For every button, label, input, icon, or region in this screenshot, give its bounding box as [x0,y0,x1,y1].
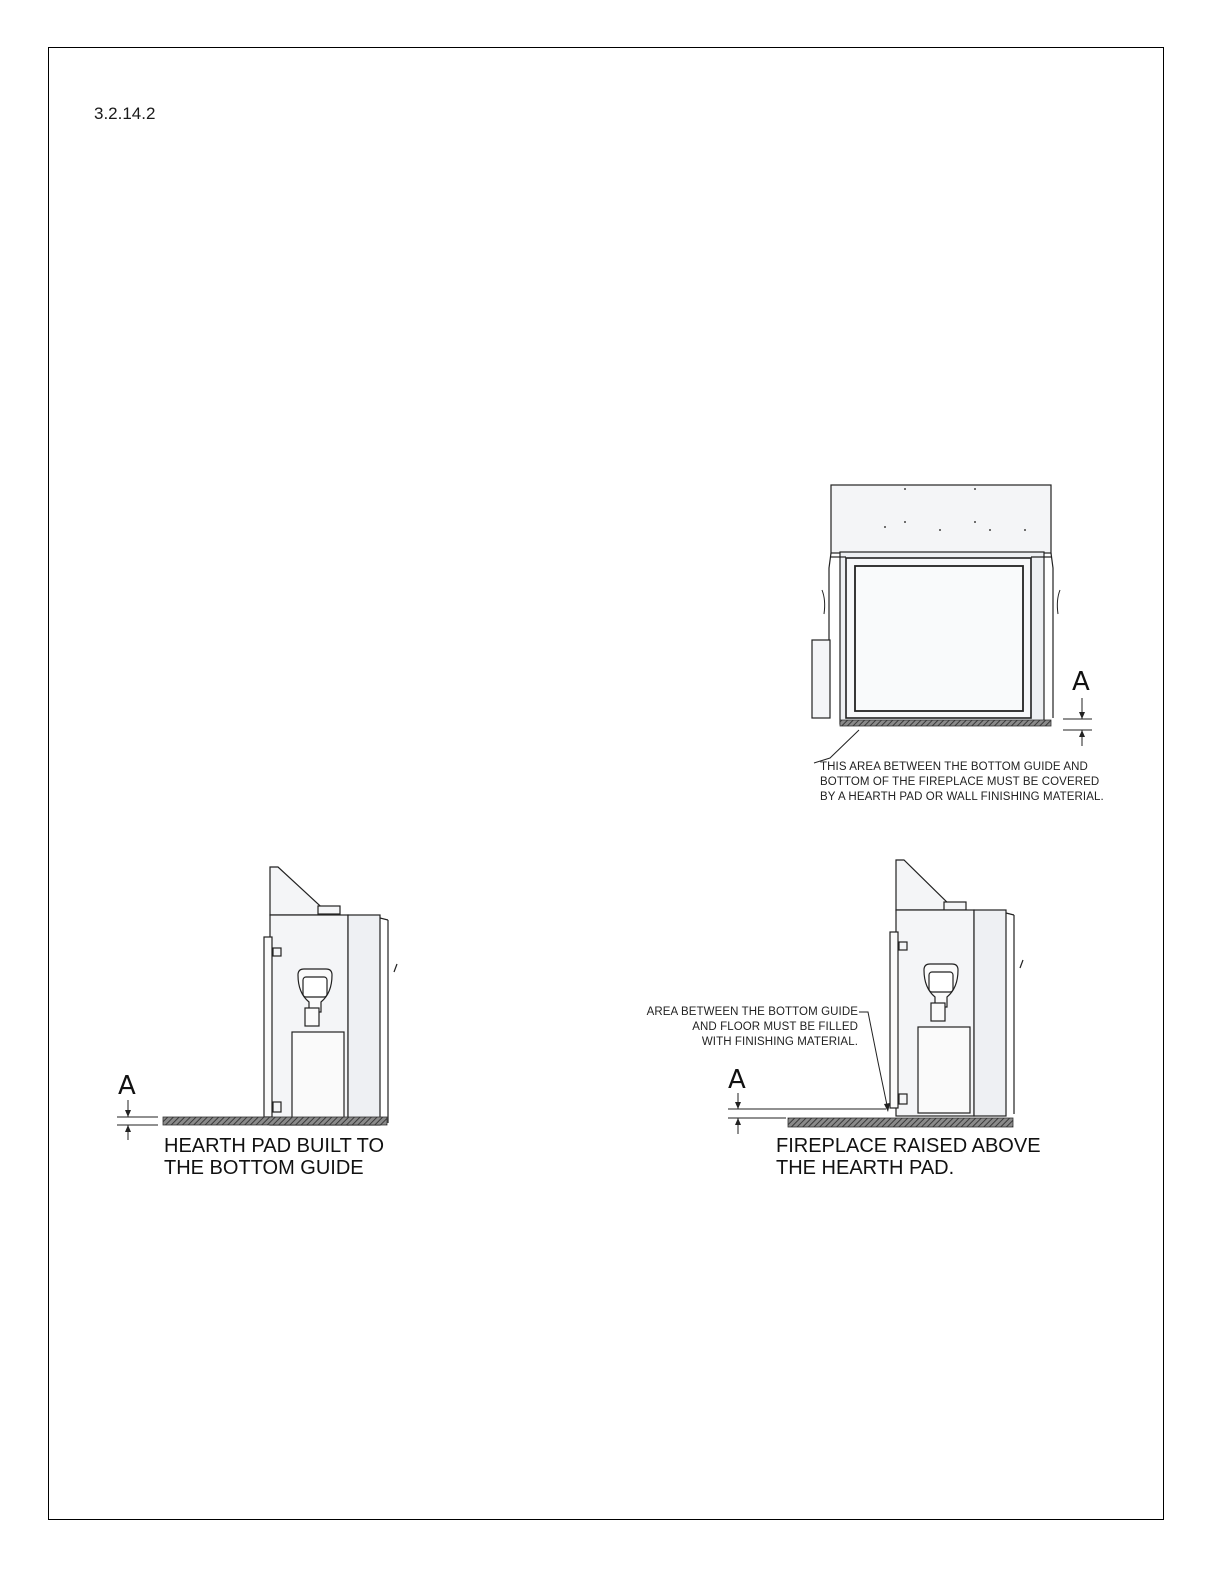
right-lower-panel [918,1027,970,1113]
left-front-panel [348,915,380,1125]
right-dimension-a [728,1093,886,1134]
left-dimension-a [117,1100,158,1140]
front-dimension-label: A [1072,667,1090,697]
right-back-plate [890,932,898,1108]
right-dimension-label: A [728,1065,746,1095]
front-side-box [812,640,830,718]
left-top-collar [318,906,340,914]
left-dimension-label: A [118,1071,136,1101]
left-back-plate [264,937,272,1117]
front-hearth-pad [840,720,1051,726]
left-side-view-fireplace [264,867,397,1125]
front-top-hood [831,485,1051,553]
right-leader-line [859,1012,890,1112]
note-line: THIS AREA BETWEEN THE BOTTOM GUIDE AND [820,761,1088,773]
caption-line: THE BOTTOM GUIDE [164,1157,364,1179]
right-side-view-fireplace [890,860,1023,1116]
caption-line: FIREPLACE RAISED ABOVE [776,1135,1041,1157]
note-line: BOTTOM OF THE FIREPLACE MUST BE COVERED [820,776,1100,788]
note-line: WITH FINISHING MATERIAL. [701,1036,858,1048]
right-front-panel [974,910,1006,1116]
right-hearth-pad [788,1118,1013,1127]
section-number: 3.2.14.2 [94,104,156,123]
raised-view-note [612,1005,858,1050]
note-line: AREA BETWEEN THE BOTTOM GUIDE [646,1006,858,1018]
front-view-note [820,760,1104,805]
front-view-fireplace [812,485,1060,724]
front-glass-panel [855,566,1023,711]
note-line: BY A HEARTH PAD OR WALL FINISHING MATERIAL. [820,791,1104,803]
front-dimension-a [1063,698,1092,746]
left-lower-panel [292,1032,344,1120]
front-right-flange [1051,553,1053,718]
right-view-caption [776,1135,1041,1179]
caption-line: HEARTH PAD BUILT TO [164,1135,385,1157]
front-leader-line [814,730,859,763]
right-top-collar [944,902,966,910]
caption-line: THE HEARTH PAD. [776,1157,955,1179]
left-view-caption [164,1135,384,1179]
left-hearth-pad [163,1117,387,1125]
note-line: AND FLOOR MUST BE FILLED [692,1021,858,1033]
